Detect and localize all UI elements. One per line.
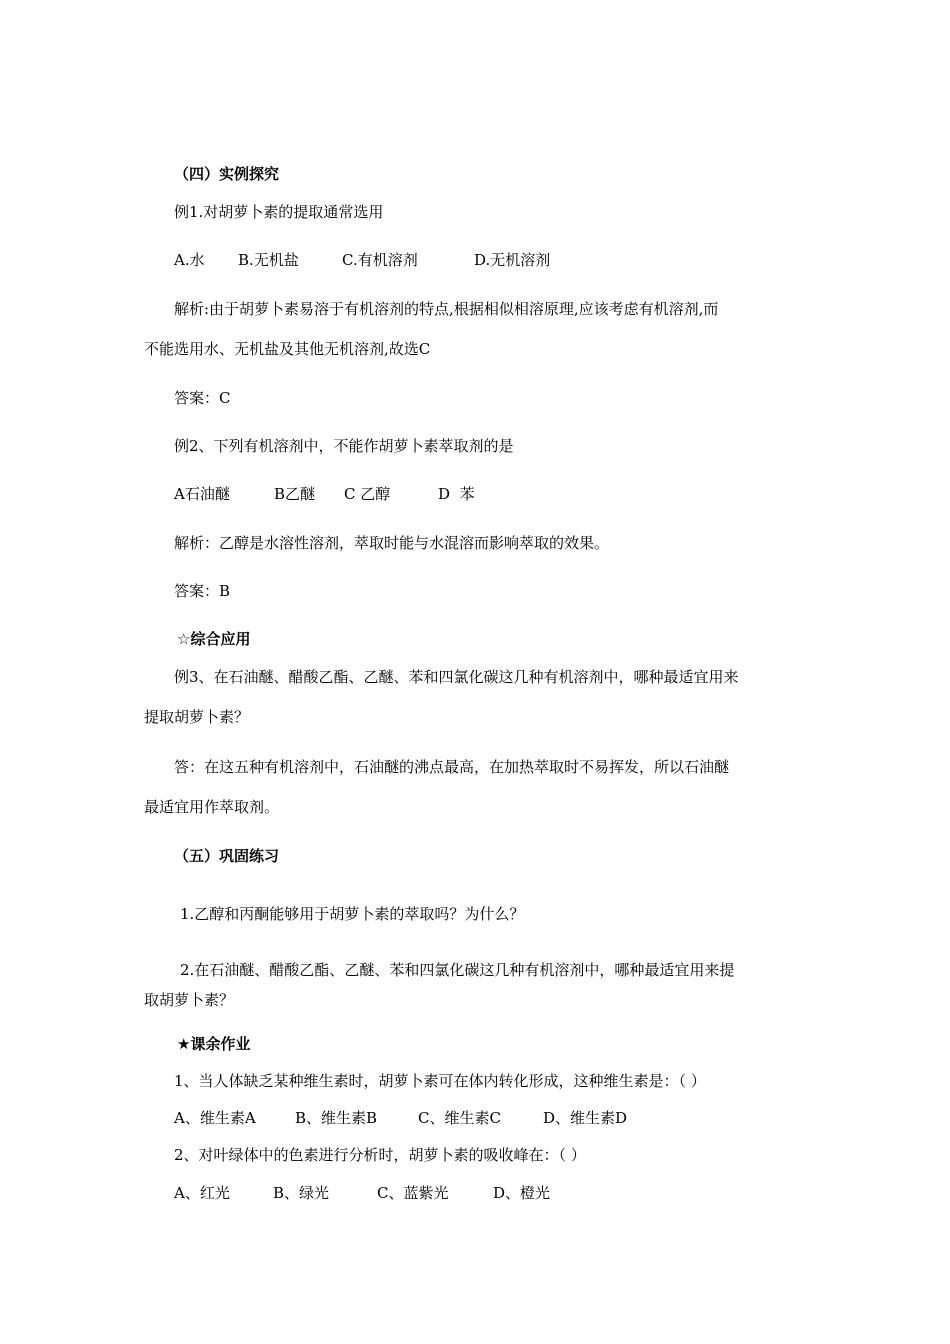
homework-q1-options xyxy=(174,1108,627,1128)
comprehensive-heading: ☆综合应用 xyxy=(177,630,251,648)
ex2-option-c: C 乙醇 xyxy=(344,485,391,503)
ex2-options xyxy=(174,484,475,504)
homework-heading: ★课余作业 xyxy=(177,1035,251,1053)
ex1-question: 例1.对胡萝卜素的提取通常选用 xyxy=(174,203,384,221)
ex1-answer: 答案：C xyxy=(174,389,231,407)
homework-q2-option-a: A、红光 xyxy=(174,1184,230,1202)
ex3-answer-line1: 答：在这五种有机溶剂中，石油醚的沸点最高，在加热萃取时不易挥发，所以石油醚 xyxy=(174,758,730,776)
practice-q2-line2: 取胡萝卜素？ xyxy=(144,991,235,1009)
homework-q2-options xyxy=(174,1183,550,1203)
homework-q1-option-d: D、维生素D xyxy=(543,1109,628,1127)
homework-q1-option-b: B、维生素B xyxy=(295,1109,378,1127)
homework-q2-option-b: B、绿光 xyxy=(273,1184,330,1202)
practice-q1: 1.乙醇和丙酮能够用于胡萝卜素的萃取吗？为什么？ xyxy=(180,905,525,923)
ex2-question: 例2、下列有机溶剂中，不能作胡萝卜素萃取剂的是 xyxy=(174,437,514,455)
practice-q2-line1: 2.在石油醚、醋酸乙酯、乙醚、苯和四氯化碳这几种有机溶剂中，哪种最适宜用来提 xyxy=(180,961,735,979)
ex2-option-d: D 苯 xyxy=(438,485,475,503)
homework-q1-option-c: C、维生素C xyxy=(418,1109,501,1127)
ex1-option-a: A.水 xyxy=(174,251,205,269)
homework-q1-option-a: A、维生素A xyxy=(174,1109,256,1127)
ex1-analysis-line1: 解析:由于胡萝卜素易溶于有机溶剂的特点,根据相似相溶原理,应该考虑有机溶剂,而 xyxy=(174,300,719,318)
ex3-line2: 提取胡萝卜素？ xyxy=(144,708,250,726)
homework-q2: 2、对叶绿体中的色素进行分析时，胡萝卜素的吸收峰在：（ ） xyxy=(174,1146,586,1164)
ex2-option-a: A石油醚 xyxy=(174,485,230,503)
ex1-option-d: D.无机溶剂 xyxy=(474,251,551,269)
ex2-analysis: 解析：乙醇是水溶性溶剂，萃取时能与水混溶而影响萃取的效果。 xyxy=(174,534,610,552)
homework-q2-option-d: D、橙光 xyxy=(493,1184,551,1202)
section5-heading: （五）巩固练习 xyxy=(174,847,280,865)
ex3-line1: 例3、在石油醚、醋酸乙酯、乙醚、苯和四氯化碳这几种有机溶剂中，哪种最适宜用来 xyxy=(174,668,739,686)
ex2-option-b: B乙醚 xyxy=(274,485,316,503)
ex2-answer: 答案：B xyxy=(174,582,231,600)
ex1-analysis-line2: 不能选用水、无机盐及其他无机溶剂,故选C xyxy=(144,340,431,358)
ex3-answer-line2: 最适宜用作萃取剂。 xyxy=(144,798,280,816)
section4-heading: （四）实例探究 xyxy=(174,165,280,183)
homework-q2-option-c: C、蓝紫光 xyxy=(377,1184,449,1202)
ex1-option-c: C.有机溶剂 xyxy=(342,251,418,269)
ex1-option-b: B.无机盐 xyxy=(238,251,299,269)
ex1-options xyxy=(174,250,550,270)
homework-q1: 1、当人体缺乏某种维生素时，胡萝卜素可在体内转化形成，这种维生素是：（ ） xyxy=(174,1072,706,1090)
